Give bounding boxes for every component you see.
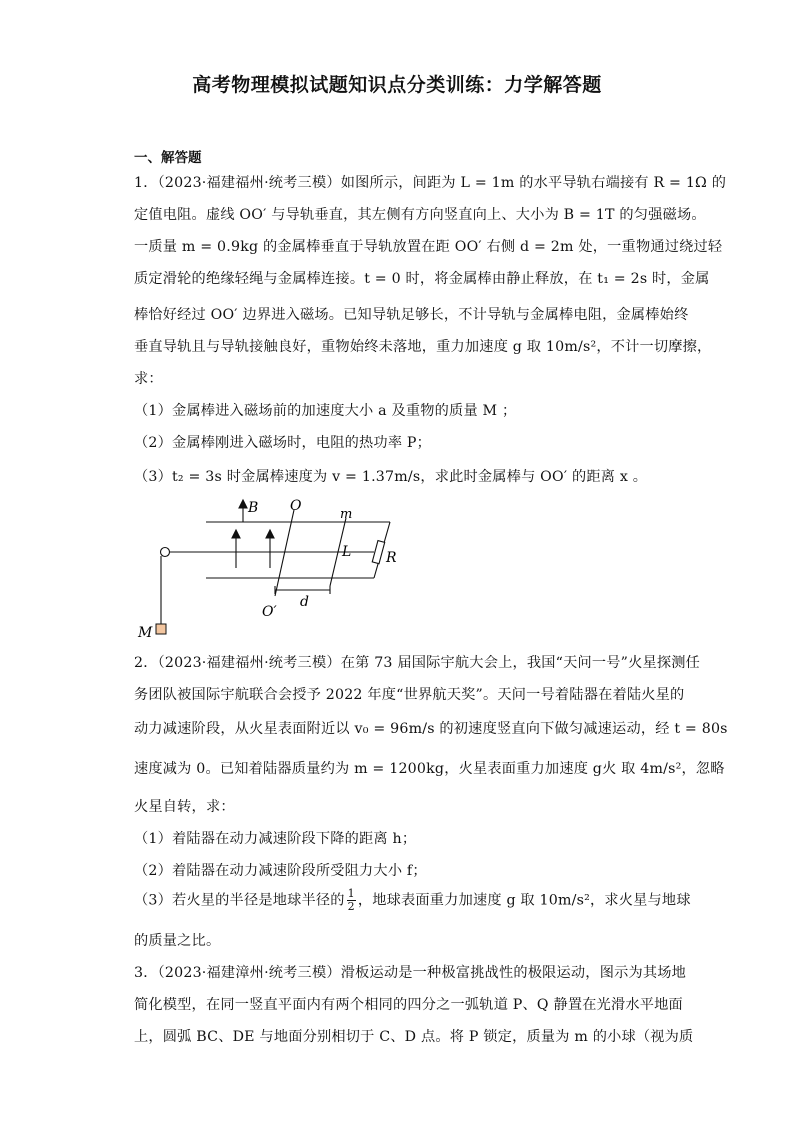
q1-sub-1: （1）金属棒进入磁场前的加速度大小 a 及重物的质量 M ；	[134, 403, 517, 419]
q1-line-3: 一质量 m = 0.9kg 的金属棒垂直于导轨放置在距 OO′ 右侧 d = 2m 处，一重物通过绕过轻	[134, 239, 723, 255]
q1-circuit-figure	[134, 496, 404, 644]
q3-line-3: 上，圆弧 BC、DE 与地面分别相切于 C、D 点。将 P 锁定，质量为 m 的小球（视为质	[134, 1029, 694, 1045]
label-B: B	[248, 500, 259, 516]
q2-line-3: 动力减速阶段，从火星表面附近以 v₀ = 96m/s 的初速度竖直向下做匀减速运动，经 t = 80s	[134, 721, 728, 737]
resistor	[372, 541, 384, 564]
q1-line-1: 1．（2023·福建福州·统考三模）如图所示，间距为 L = 1m 的水平导轨右端接有 R = 1Ω 的	[134, 175, 727, 191]
q1-sub-3: （3）t₂ = 3s 时金属棒速度为 v = 1.37m/s，求此时金属棒与 OO′ 的距离 x 。	[134, 469, 648, 485]
boundary-line	[275, 510, 294, 596]
q1-line-4: 质定滑轮的绝缘轻绳与金属棒连接。t = 0 时，将金属棒由静止释放，在 t₁ = 2s 时，金属	[134, 271, 710, 287]
q3-line-2: 简化模型，在同一竖直平面内有两个相同的四分之一弧轨道 P、Q 静置在光滑水平地面	[134, 997, 683, 1013]
q2-line-1: 2．（2023·福建福州·统考三模）在第 73 届国际宇航大会上，我国“天问一号”火星探测任	[134, 655, 701, 671]
q1-line-5: 棒恰好经过 OO′ 边界进入磁场。已知导轨足够长，不计导轨与金属棒电阻，金属棒始终	[134, 307, 689, 323]
label-L: L	[342, 544, 352, 560]
label-d: d	[300, 594, 309, 610]
q2-sub-1: （1）着陆器在动力减速阶段下降的距离 h；	[134, 831, 417, 847]
q2-sub-3	[134, 888, 691, 913]
q1-line-7: 求：	[134, 371, 163, 387]
q2-line-4: 速度减为 0。已知着陆器质量约为 m = 1200kg，火星表面重力加速度 g火 取 4m/s²，忽略	[134, 761, 725, 777]
q2-sub-3-pre: （3）若火星的半径是地球半径的	[134, 892, 345, 909]
fraction-one-half: $\frac{1}{2}$	[347, 887, 355, 913]
q1-sub-2: （2）金属棒刚进入磁场时，电阻的热功率 P；	[134, 435, 432, 451]
label-m: m	[340, 507, 353, 522]
q1-line-6: 垂直导轨且与导轨接触良好，重物始终未落地，重力加速度 g 取 10m/s²，不计一切摩擦，	[134, 339, 712, 355]
pulley-icon	[161, 548, 170, 557]
label-M: M	[138, 625, 153, 641]
label-O: O	[290, 498, 302, 514]
q2-sub-2: （2）着陆器在动力减速阶段所受阻力大小 f；	[134, 863, 427, 879]
weight-block	[156, 624, 166, 634]
q2-sub-3-tail: 的质量之比。	[134, 933, 221, 949]
label-R: R	[386, 550, 397, 566]
q1-line-2: 定值电阻。虚线 OO′ 与导轨垂直，其左侧有方向竖直向上、大小为 B = 1T 的匀强磁场。	[134, 207, 706, 223]
section-heading: 一、解答题	[134, 150, 202, 166]
q2-line-2: 务团队被国际宇航联合会授予 2022 年度“世界航天奖”。天问一号着陆器在着陆火星的	[134, 687, 685, 703]
page-title: 高考物理模拟试题知识点分类训练：力学解答题	[192, 74, 602, 96]
q2-line-5: 火星自转，求：	[134, 799, 235, 815]
q3-line-1: 3．（2023·福建漳州·统考三模）滑板运动是一种极富挑战性的极限运动，图示为其场地	[134, 965, 687, 981]
label-O-prime: O′	[262, 604, 277, 620]
q2-sub-3-post: ，地球表面重力加速度 g 取 10m/s²，求火星与地球	[357, 892, 691, 909]
